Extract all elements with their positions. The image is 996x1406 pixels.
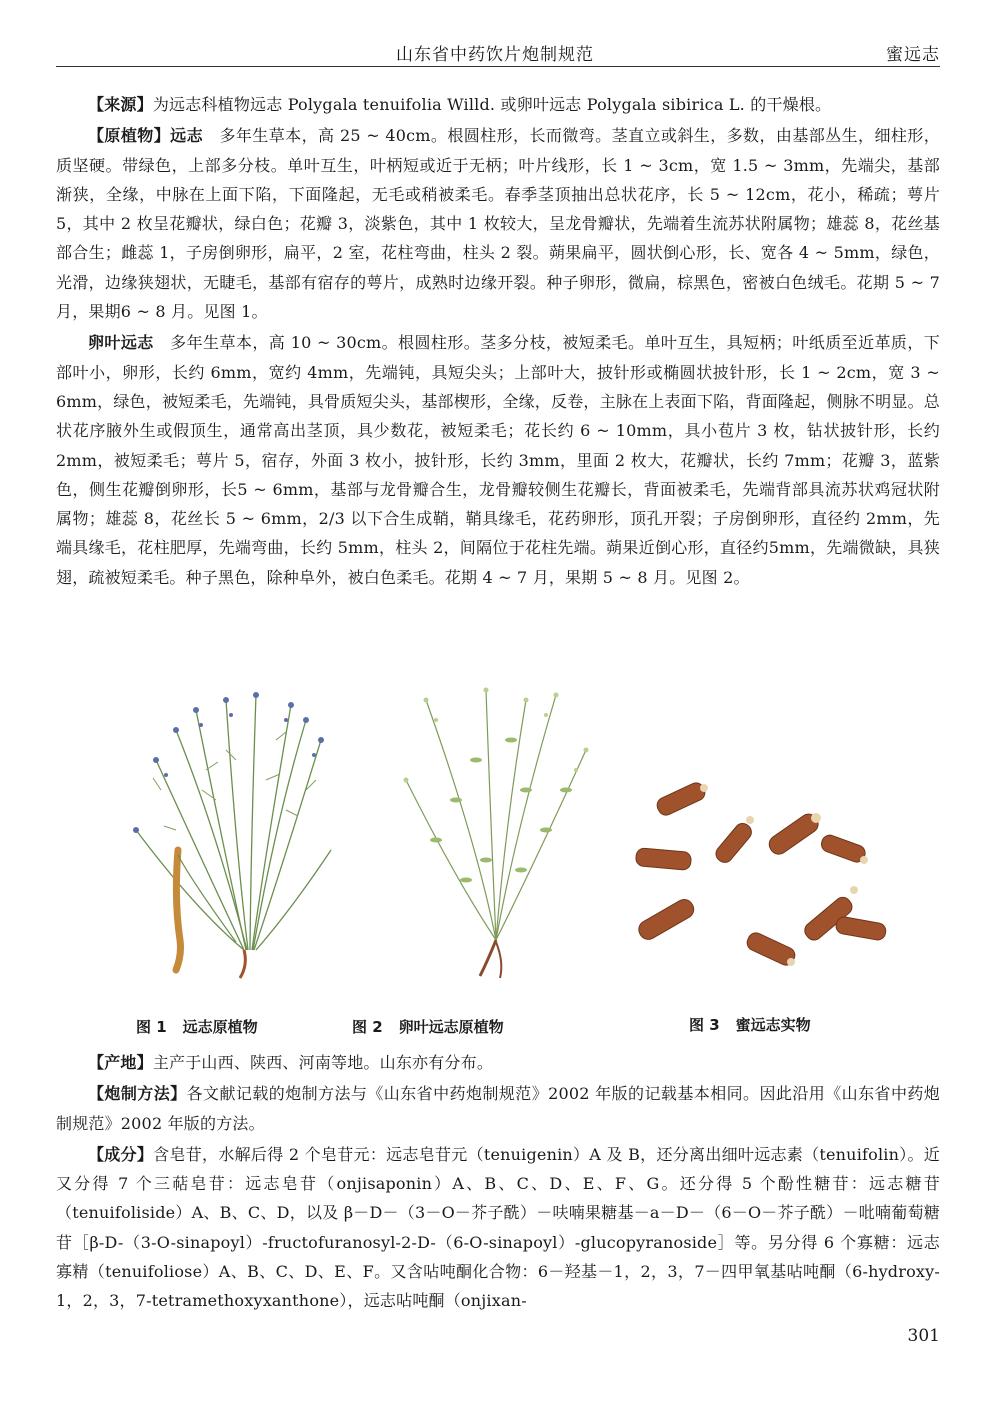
origin-text: 主产于山西、陕西、河南等地。山东亦有分布。 [152, 1053, 494, 1072]
paragraph-components [56, 1140, 940, 1316]
body-text-top [56, 90, 940, 594]
figure-3-number: 图 3 [689, 1016, 720, 1034]
figure-3 [626, 770, 926, 990]
egg-leaf-lead: 卵叶远志 [88, 333, 154, 353]
section-title: 蜜远志 [886, 45, 940, 65]
paragraph-origin [56, 1048, 940, 1077]
figure-3-caption [689, 1014, 811, 1035]
figure-2-number: 图 2 [352, 1018, 383, 1036]
figure-1-number: 图 1 [136, 1018, 167, 1036]
book-title: 山东省中药饮片炮制规范 [396, 45, 594, 65]
polygala-tenuifolia-plant-illustration [116, 680, 336, 980]
label-source: 【来源】 [88, 95, 153, 114]
plant-text: 多年生草本，高 25 ~ 40cm。根圆柱形，长而微弯。茎直立或斜生，多数，由基部丛生，细柱形，质坚硬。带绿色，上部多分枝。单叶互生，叶柄短或近于无柄；叶片线形，长 1 ~ 3cm，宽 1.5 ~ 3mm，先端尖，基部渐狭，全缘，中脉在上面下陷，下面隆起，无毛或稍被柔毛。春季茎顶抽出总状花序，长 5 ~ 12cm，花小，稀疏；萼片 5，其中 2 枚呈花瓣状，绿白色；花瓣 3，淡紫色，其中 1 枚较大，呈龙骨瓣状，先端着生流苏状附属物；雄蕊 8，花丝基部合生；雌蕊 1，子房倒卵形，扁平，2 室，花柱弯曲，柱头 2 裂。蒴果扁平，圆状倒心形，长、宽各 4 ~ 5mm，绿色，光滑，边缘狭翅状，无睫毛，基部有宿存的萼片，成熟时边缘开裂。种子卵形，微扁，棕黑色，密被白色绒毛。花期 5 ~ 7 月，果期6 ~ 8 月。见图 1。 [56, 126, 940, 322]
figure-1 [116, 680, 336, 980]
figure-1-caption [136, 1016, 258, 1037]
figure-row [56, 680, 940, 1050]
figure-2-title: 卵叶远志原植物 [398, 1018, 504, 1036]
label-components: 【成分】 [88, 1144, 154, 1164]
figure-2-caption [352, 1016, 504, 1037]
label-method: 【炮制方法】 [88, 1084, 187, 1104]
running-header [56, 40, 940, 67]
paragraph-plant [56, 121, 940, 326]
source-text: 为远志科植物远志 Polygala tenuifolia Willd. 或卵叶远志 Polygala sibirica L. 的干燥根。 [152, 95, 832, 114]
figure-2 [396, 680, 596, 980]
paragraph-method [56, 1079, 940, 1138]
figure-1-title: 远志原植物 [182, 1018, 258, 1036]
plant-lead: 远志 [170, 126, 204, 146]
components-text: 含皂苷，水解后得 2 个皂苷元：远志皂苷元（tenuigenin）A 及 B，还分离出细叶远志素（tenuifolin）。近又分得 7 个三萜皂苷：远志皂苷（onjisaponin）A、B、C、D、E、F、G。还分得 5 个酚性糖苷：远志糖苷（tenuifoliside）A、B、C、D，以及 β－D－（3－O－芥子酰）－呋喃果糖基－a－D－（6－O－芥子酰）－吡喃葡萄糖苷［β-D-（3-O-sinapoyl）-fructofuranosyl-2-D-（6-O-sinapoyl）-glucopyranoside］等。另分得 6 个寡糖：远志寡精（tenuifoliose）A、B、C、D、E、F。又含呫吨酮化合物：6－羟基－1，2，3，7－四甲氧基呫吨酮（6-hydroxy-1，2，3，7-tetramethoxyxanthone），远志呫吨酮（onjixan- [56, 1144, 940, 1311]
paragraph-source [56, 90, 940, 119]
label-origin: 【产地】 [88, 1053, 153, 1072]
method-text: 各文献记载的炮制方法与《山东省中药炮制规范》2002 年版的记载基本相同。因此沿用《山东省中药炮制规范》2002 年版的方法。 [56, 1084, 941, 1133]
figure-3-title: 蜜远志实物 [735, 1016, 811, 1034]
polygala-sibirica-plant-illustration [396, 680, 596, 980]
paragraph-egg-leaf [56, 328, 940, 592]
egg-leaf-text: 多年生草本，高 10 ~ 30cm。根圆柱形。茎多分枝，被短柔毛。单叶互生，具短柄；叶纸质至近革质，下部叶小，卵形，长约 6mm，宽约 4mm，先端钝，具短尖头；上部叶大，披针形或椭圆状披针形，长 1 ~ 2cm，宽 3 ~ 6mm，绿色，被短柔毛，先端钝，具骨质短尖头，基部楔形，全缘，反卷，主脉在上表面下陷，背面隆起，侧脉不明显。总状花序腋外生或假顶生，通常高出茎顶，具少数花，被短柔毛；花长约 6 ~ 10mm，具小苞片 3 枚，钻状披针形，长约 2mm，被短柔毛；萼片 5，宿存，外面 3 枚小，披针形，长约 3mm，里面 2 枚大，花瓣状，长约 7mm；花瓣 3，蓝紫色，侧生花瓣倒卵形，长5 ~ 6mm，基部与龙骨瓣合生，龙骨瓣较侧生花瓣长，背面被柔毛，先端背部具流苏状鸡冠状附属物；雄蕊 8，花丝长 5 ~ 6mm，2/3 以下合生成鞘，鞘具缘毛，花药卵形，顶孔开裂；子房倒卵形，直径约 2mm，先端具缘毛，花柱肥厚，先端弯曲，长约 5mm，柱头 2，间隔位于花柱先端。蒴果近倒心形，直径约5mm，先端微缺，具狭翅，疏被短柔毛。种子黑色，除种阜外，被白色柔毛。花期 4 ~ 7 月，果期 5 ~ 8 月。见图 2。 [56, 333, 940, 587]
honey-fried-root-pieces-photo [626, 770, 926, 990]
page-number: 301 [907, 1326, 940, 1346]
body-text-bottom [56, 1048, 940, 1318]
label-plant: 【原植物】 [88, 126, 171, 146]
